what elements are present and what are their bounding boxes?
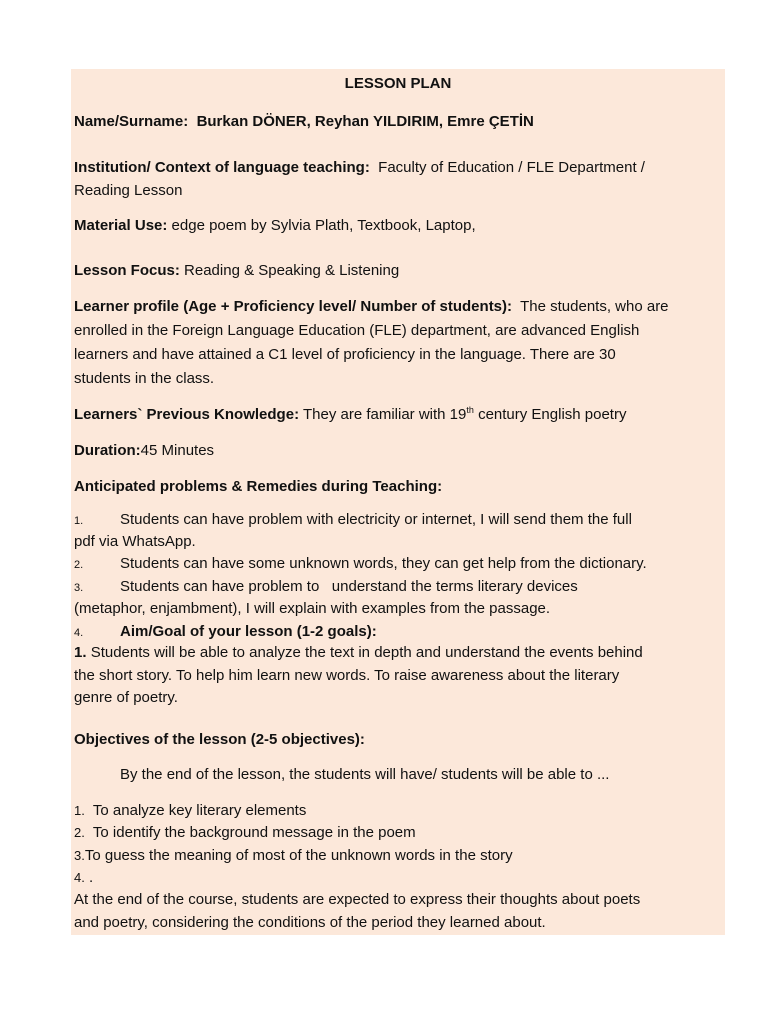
list-number: 4. [74,627,84,639]
aim-number: 1. [74,644,87,661]
institution-value: Faculty of Education / FLE Department / [378,159,645,176]
objectives-heading: Objectives of the lesson (2-5 objectives): [74,731,365,748]
name-value: Burkan DÖNER, Reyhan YILDIRIM, Emre ÇETİN [196,113,534,130]
learner-profile-text: The students, who are [520,298,669,315]
objective-number: 3. [74,848,85,863]
institution-label: Institution/ Context of language teaching: [74,159,370,176]
aim-line: genre of poetry. [74,689,178,706]
list-item-cont: pdf via WhatsApp. [74,533,196,550]
focus-label: Lesson Focus: [74,262,180,279]
name-label: Name/Surname: [74,113,189,130]
institution-value-cont: Reading Lesson [74,182,183,199]
aim-text: Students will be able to analyze the text in depth and understand the events behind [90,644,643,661]
duration-value: 45 Minutes [140,442,215,459]
learner-profile-line: enrolled in the Foreign Language Education (FLE) department, are advanced English [74,322,640,339]
objective-text: . [89,869,94,886]
material-row [74,216,728,236]
objective-number: 2. [74,825,85,840]
list-number: 3. [74,582,84,594]
material-label: Material Use: [74,217,168,234]
list-item-text: Students can have problem to understand the terms literary devices [120,578,578,595]
conclusion-line: At the end of the course, students are expected to express their thoughts about poets [74,891,641,908]
objective-item [74,823,728,843]
objective-item [74,846,728,866]
objectives-intro: By the end of the lesson, the students will have/ students will be able to ... [120,766,610,783]
aim-line: the short story. To help him learn new words. To raise awareness about the literary [74,667,620,684]
objective-number: 1. [74,803,85,818]
list-item [74,510,728,531]
focus-value: Reading & Speaking & Listening [184,262,400,279]
previous-knowledge-row [74,405,728,425]
aim-heading: Aim/Goal of your lesson (1-2 goals): [120,623,377,640]
list-item-text: Students can have problem with electricity or internet, I will send them the full [120,511,632,528]
list-item [74,554,728,575]
objective-text: To identify the background message in the poem [92,824,416,841]
list-item-cont: (metaphor, enjambment), I will explain with examples from the passage. [74,600,551,617]
objective-text: To guess the meaning of most of the unknown words in the story [84,847,513,864]
problems-heading: Anticipated problems & Remedies during Teaching: [74,478,443,495]
list-item [74,622,728,643]
previous-knowledge-label: Learners` Previous Knowledge: [74,406,300,423]
aim-row [74,643,728,663]
objective-text: To analyze key literary elements [92,802,307,819]
duration-row [74,441,728,461]
learner-profile-label: Learner profile (Age + Proficiency level/ Number of students): [74,298,513,315]
objective-item [74,801,728,821]
previous-knowledge-text: They are familiar with 19 [302,406,467,423]
name-row [74,112,728,132]
focus-row [74,261,728,281]
page-title: LESSON PLAN [344,75,452,92]
list-number: 1. [74,515,84,527]
list-number: 2. [74,559,84,571]
list-item [74,577,728,598]
conclusion-line: and poetry, considering the conditions of the period they learned about. [74,914,546,931]
objective-item [74,868,728,888]
learner-profile-row [74,297,728,317]
objective-number: 4. [74,870,85,885]
duration-label: Duration: [74,442,141,459]
previous-knowledge-text-end: century English poetry [478,406,627,423]
ordinal-suffix: th [466,405,474,415]
learner-profile-line: students in the class. [74,370,215,387]
list-item-text: Students can have some unknown words, they can get help from the dictionary. [120,555,647,572]
institution-row [74,158,728,178]
material-value: edge poem by Sylvia Plath, Textbook, Laptop, [171,217,476,234]
learner-profile-line: learners and have attained a C1 level of proficiency in the language. There are 30 [74,346,616,363]
